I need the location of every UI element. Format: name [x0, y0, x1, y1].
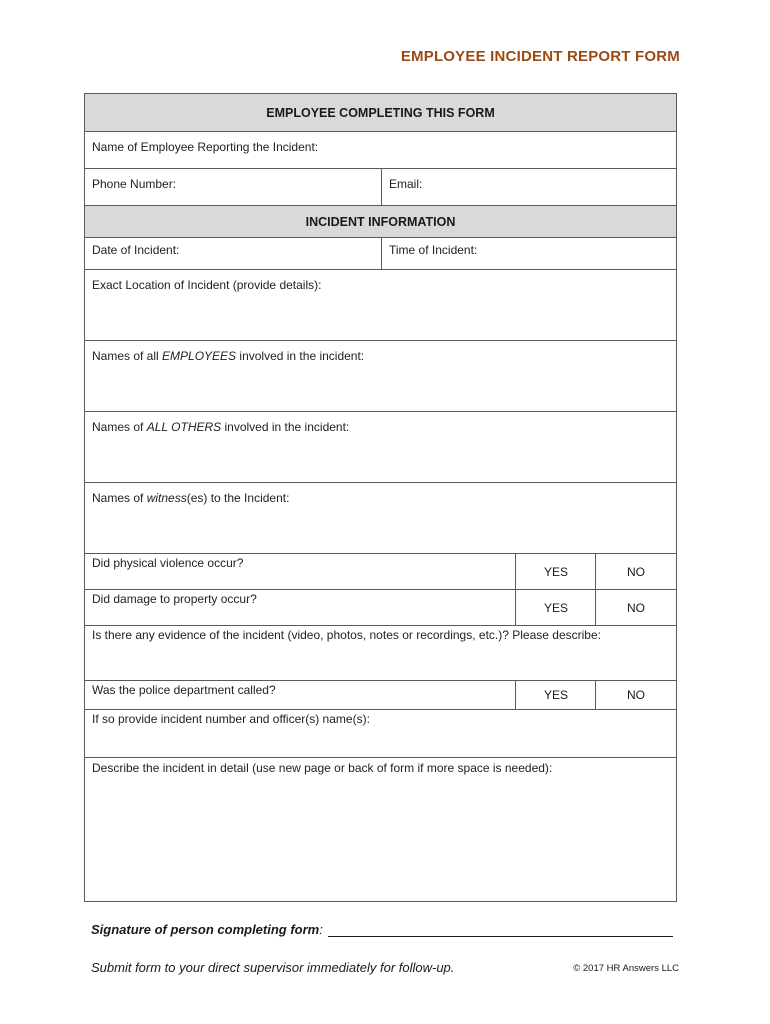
section-header-label: INCIDENT INFORMATION — [305, 215, 456, 229]
section-header-incident — [85, 205, 676, 238]
reporter-name-row[interactable] — [85, 131, 676, 169]
location-label: Exact Location of Incident (provide details): — [92, 278, 322, 292]
contact-row — [85, 168, 676, 206]
phone-label: Phone Number: — [92, 177, 177, 191]
violence-row — [85, 553, 676, 590]
phone-field[interactable] — [85, 169, 381, 206]
employees-involved-label: Names of all EMPLOYEES involved in the incident: — [92, 349, 365, 363]
police-details-row[interactable] — [85, 709, 676, 758]
time-label: Time of Incident: — [389, 243, 478, 257]
time-field[interactable] — [381, 238, 676, 270]
page-title: EMPLOYEE INCIDENT REPORT FORM — [400, 48, 680, 65]
describe-label: Describe the incident in detail (use new page or back of form if more space is needed): — [92, 761, 553, 775]
submit-note: Submit form to your direct supervisor immediately for follow-up. — [91, 960, 455, 975]
copyright: © 2017 HR Answers LLC — [573, 963, 679, 974]
violence-no-option[interactable]: NO — [595, 554, 676, 590]
signature-line[interactable] — [328, 936, 673, 937]
describe-row[interactable] — [85, 757, 676, 901]
police-label: Was the police department called? — [92, 683, 276, 697]
damage-yes-option[interactable]: YES — [515, 590, 596, 626]
witnesses-label: Names of witness(es) to the Incident: — [92, 491, 290, 505]
date-label: Date of Incident: — [92, 243, 180, 257]
damage-label: Did damage to property occur? — [92, 592, 257, 606]
others-involved-label: Names of ALL OTHERS involved in the incident: — [92, 420, 350, 434]
police-row — [85, 680, 676, 710]
employees-involved-row[interactable] — [85, 340, 676, 412]
witnesses-row[interactable] — [85, 482, 676, 554]
email-label: Email: — [389, 177, 423, 191]
section-header-label: EMPLOYEE COMPLETING THIS FORM — [266, 106, 495, 120]
damage-no-option[interactable]: NO — [595, 590, 676, 626]
location-row[interactable] — [85, 269, 676, 341]
police-details-label: If so provide incident number and officer(s) name(s): — [92, 712, 370, 726]
section-header-employee — [85, 94, 676, 132]
others-involved-row[interactable] — [85, 411, 676, 483]
violence-label: Did physical violence occur? — [92, 556, 244, 570]
evidence-row[interactable] — [85, 625, 676, 681]
incident-form — [84, 93, 677, 902]
date-time-row — [85, 237, 676, 270]
damage-row — [85, 589, 676, 626]
reporter-name-label: Name of Employee Reporting the Incident: — [92, 140, 319, 154]
evidence-label: Is there any evidence of the incident (video, photos, notes or recordings, etc.)? Please describe: — [92, 628, 601, 642]
signature-label: Signature of person completing form: — [91, 922, 323, 937]
date-field[interactable] — [85, 238, 381, 270]
email-field[interactable] — [381, 169, 676, 206]
police-yes-option[interactable]: YES — [515, 681, 596, 710]
police-no-option[interactable]: NO — [595, 681, 676, 710]
violence-yes-option[interactable]: YES — [515, 554, 596, 590]
